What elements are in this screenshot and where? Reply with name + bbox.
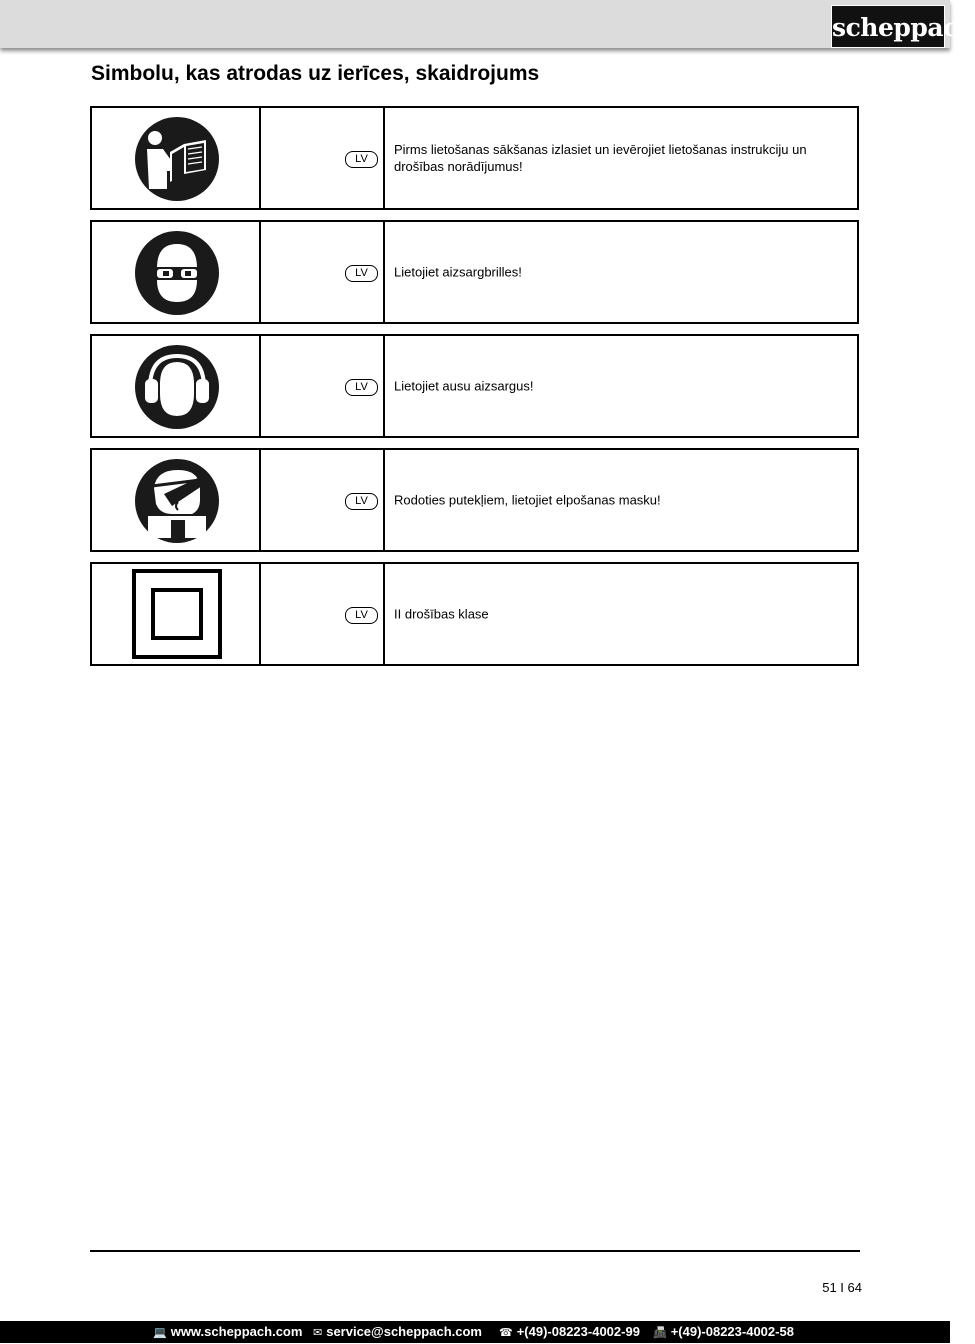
contact-fax: 📠 +(49)-08223-4002-58 (653, 1324, 794, 1339)
description-cell (385, 336, 857, 436)
symbol-cell (92, 450, 261, 550)
computer-icon: 💻 (153, 1327, 167, 1339)
symbol-cell (92, 108, 261, 208)
description-cell (385, 564, 857, 664)
fax-icon: 📠 (653, 1327, 667, 1339)
symbol-description: Pirms lietošanas sākšanas izlasiet un ievērojiet lietošanas instrukciju un drošības norādījumus! (394, 142, 807, 174)
symbol-row (90, 562, 859, 666)
envelope-icon: ✉ (313, 1327, 323, 1339)
symbol-description: Lietojiet aizsargbrilles! (394, 264, 522, 280)
contact-phone: ☎ +(49)-08223-4002-99 (499, 1324, 640, 1339)
language-cell (261, 336, 385, 436)
symbol-row (90, 220, 859, 324)
symbol-row (90, 106, 859, 210)
language-badge: LV (345, 379, 378, 396)
contact-email[interactable]: ✉ service@scheppach.com (313, 1324, 482, 1339)
symbol-cell (92, 336, 261, 436)
symbol-description: II drošības klase (394, 606, 489, 622)
page-number: 51 I 64 (822, 1280, 862, 1295)
symbol-cell (92, 564, 261, 664)
language-badge: LV (345, 493, 378, 510)
read-manual-icon (134, 116, 220, 202)
language-cell (261, 222, 385, 322)
symbol-description: Rodoties putekļiem, lietojiet elpošanas masku! (394, 492, 661, 508)
language-cell (261, 450, 385, 550)
description-cell (385, 450, 857, 550)
language-badge: LV (345, 151, 378, 168)
description-cell (385, 108, 857, 208)
description-cell (385, 222, 857, 322)
symbol-row (90, 334, 859, 438)
language-cell (261, 564, 385, 664)
ear-protection-icon (134, 344, 220, 430)
safety-goggles-icon (134, 230, 220, 316)
protection-class-ii-icon (131, 568, 223, 660)
contact-website[interactable]: 💻 www.scheppach.com (153, 1324, 303, 1339)
header-bar (0, 0, 950, 48)
dust-mask-icon (134, 458, 220, 544)
symbol-row (90, 448, 859, 552)
symbol-description: Lietojiet ausu aizsargus! (394, 378, 534, 394)
language-cell (261, 108, 385, 208)
page-title: Simbolu, kas atrodas uz ierīces, skaidrojums (91, 62, 540, 85)
brand-logo: scheppach (831, 5, 945, 48)
footer-divider (90, 1250, 860, 1252)
language-badge: LV (345, 265, 378, 282)
phone-icon: ☎ (499, 1327, 513, 1339)
symbol-cell (92, 222, 261, 322)
language-badge: LV (345, 607, 378, 624)
footer-contact-bar (0, 1321, 950, 1343)
